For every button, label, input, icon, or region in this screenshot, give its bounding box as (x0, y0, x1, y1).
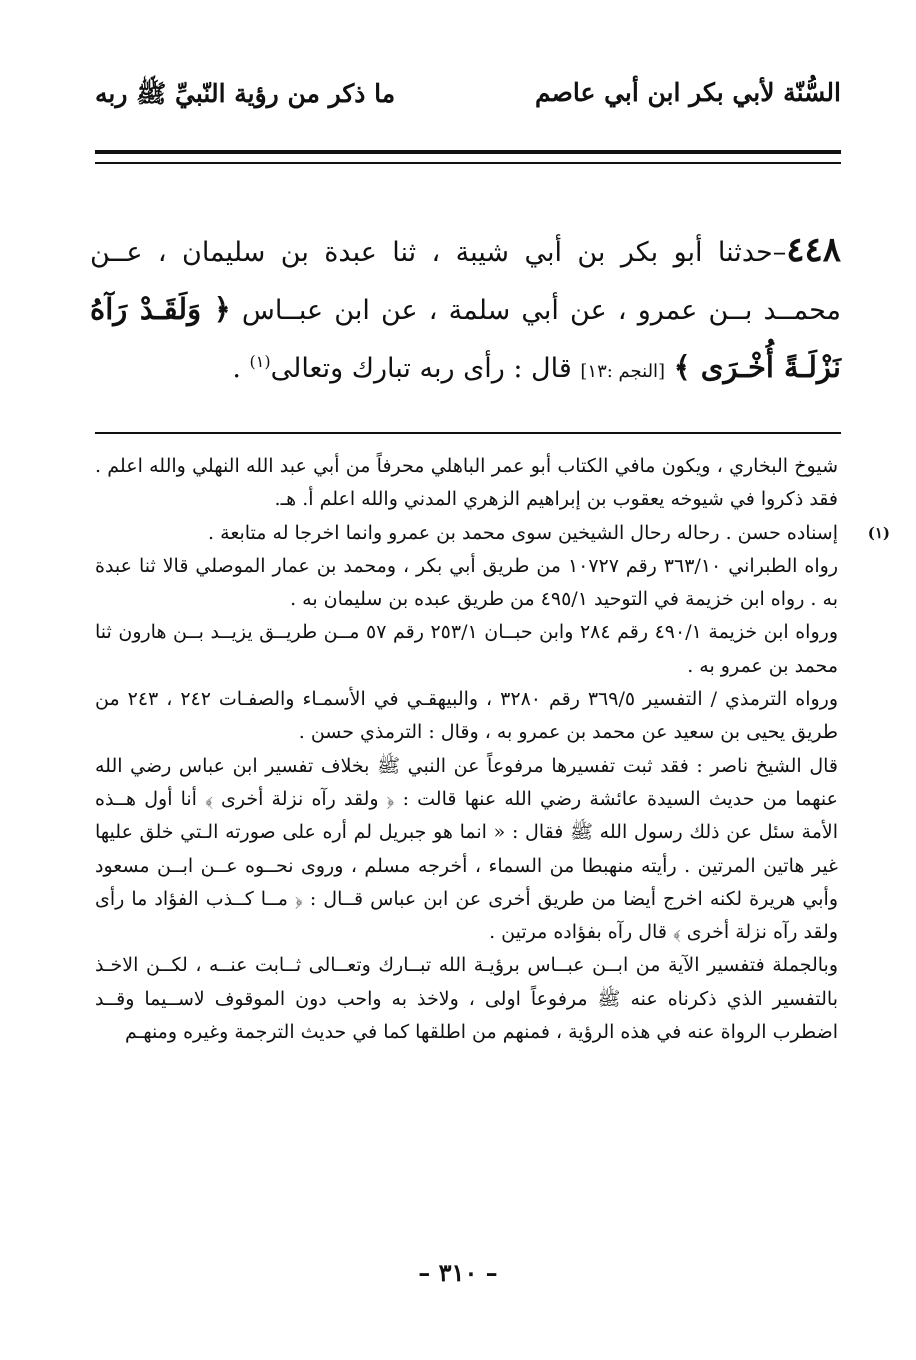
hadith-number: ٤٤٨ (786, 230, 841, 270)
footnote-paragraph: إسناده حسن . رحاله رحال الشيخين سوى محمد بن عمرو وانما اخرجا له متابعة . (208, 521, 838, 544)
book-title: السُّنّة لأبي بكر ابن أبي عاصم (534, 78, 841, 107)
hadith-isnad: –حدثنا أبو بكر بن أبي شيبة ، ثنا عبدة بن سليمان ، عــن محمــد بــن عمرو ، عن أبي سلمة ، عن ابن عبــاس (90, 237, 841, 326)
chapter-title: ما ذكر من رؤية النّبيِّ ﷺ ربه (95, 79, 396, 108)
footnote-paragraph: وبالجملة فتفسير الآية من ابــن عبــاس برؤيـة الله تبــارك وتعــالى ثــابت عنــه ، لكــن الاخـذ بالتفسير الذي ذكرناه عنه ﷺ مرفوعاً اولى ، ولاخذ به واحب دون الموقوف لاســيما وقــد اضطرب الرواة عنه في هذه الرؤية ، فمنهم من اطلقها كما في حديث الترجمة وغيره ومنهـم (95, 954, 838, 1044)
footnote-1-line (95, 517, 890, 550)
hadith-text (90, 222, 841, 400)
hadith-end: . (232, 353, 250, 384)
footnotes (95, 450, 890, 1049)
page-number: – ٣١٠ – (418, 1258, 498, 1287)
quran-verse: ﴿ وَلَقَـدْ رَآهُ نَزْلَـةً أُخْـرَى ﴾ (90, 292, 841, 384)
footnote-1-marker: (١) (867, 523, 890, 542)
footnote-continuation: شيوخ البخاري ، ويكون مافي الكتاب أبو عمر الباهلي محرفاً من أبي عبد الله النهلي والله اعلم . فقد ذكروا في شيوخه يعقوب بن إبراهيم الزهري المدني والله اعلم أ. هـ. (95, 455, 838, 511)
surah-reference: [النجم :١٣] (580, 361, 666, 382)
footnote-separator (95, 432, 841, 434)
footnote-paragraph: قال الشيخ ناصر : فقد ثبت تفسيرها مرفوعاً عن النبي ﷺ بخلاف تفسير ابن عباس رضي الله عنهما من حديث السيدة عائشة رضي الله عنها قالت : ﴿ ولقد رآه نزلة أخرى ﴾ أنا أول هــذه الأمة سئل عن ذلك رسول الله ﷺ فقال : « انما هو جبريل لم أره على صورته الـتي خلق عليها غير هاتين المرتين . رأيته منهبطا من السماء ، أخرجه مسلم ، وروى نحــوه عــن ابــن مسعود وأبي هريرة لكنه اخرج أيضا من طريق أخرى عن ابن عباس قــال : ﴿ مــا كــذب الفؤاد ما رأى ولقد رآه نزلة أخرى ﴾ قال رآه بفؤاده مرتين . (95, 754, 838, 944)
footnote-paragraph: ورواه ابن خزيمة ٤٩٠/١ رقم ٢٨٤ وابن حبــان ٢٥٣/١ رقم ٥٧ مــن طريــق يزيــد بــن هارون ثنا محمد بن عمرو به . (95, 621, 838, 677)
footnote-paragraph: ورواه الترمذي / التفسير ٣٦٩/٥ رقم ٣٢٨٠ ، والبيهقـي في الأسمـاء والصفـات ٢٤٢ ، ٢٤٣ من طريق يحيى بن سعيد عن محمد بن عمرو به ، وقال : الترمذي حسن . (95, 688, 838, 744)
hadith-matn: قال : رأى ربه تبارك وتعالى (270, 353, 572, 384)
running-header (95, 78, 841, 126)
header-rule-thin (95, 162, 841, 164)
header-rule-thick (95, 150, 841, 154)
footnote-paragraph: رواه الطبراني ٣٦٣/١٠ رقم ١٠٧٢٧ من طريق أبي بكر ، ومحمد بن عمار الموصلي قالا ثنا عبدة به . رواه ابن خزيمة في التوحيد ٤٩٥/١ من طريق عبده بن سليمان به . (95, 554, 839, 611)
footnote-reference: (١) (249, 352, 271, 371)
